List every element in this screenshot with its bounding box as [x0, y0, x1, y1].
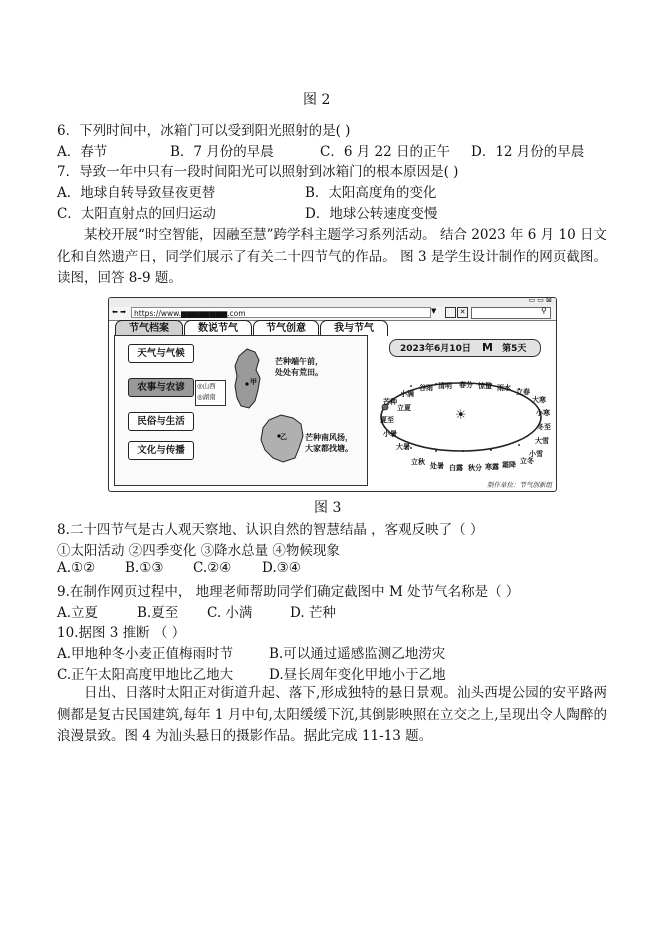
legend-shanxi: ◎山西 — [197, 382, 216, 390]
q8-option-c: C.②④ — [193, 560, 232, 576]
figure-3-webpage-screenshot — [108, 297, 557, 492]
q6-option-c: C．6 月 22 日的正午 — [320, 144, 450, 160]
question-6-stem: 6．下列时间中，冰箱门可以受到阳光照射的是( ) — [57, 123, 351, 139]
q10-option-d: D.昼长周年变化甲地小于乙地 — [269, 667, 446, 683]
nav-arrow-icons: ⬅ ➡ — [112, 308, 126, 316]
date-banner — [389, 339, 541, 357]
q7-option-d: D．地球公转速度变慢 — [305, 206, 438, 222]
refresh-icon — [445, 307, 456, 318]
term-qingming: 清明 — [438, 382, 452, 390]
q9-option-b: B.夏至 — [137, 605, 179, 621]
question-9-stem: 9.在制作网页过程中， 地理老师帮助同学们确定截图中 M 处节气名称是（ ） — [57, 584, 520, 600]
term-mangzhong: 芒种 — [383, 398, 397, 406]
m-label: M — [481, 341, 493, 354]
search-box — [471, 307, 551, 319]
term-shuangjiang: 霜降 — [502, 461, 516, 469]
term-dahan: 大寒 — [532, 396, 546, 404]
q6-option-b: B．7 月份的早晨 — [170, 144, 274, 160]
question-8-stem: 8.二十四节气是古人观天察地、认识自然的智慧结晶 ，客观反映了（ ） — [57, 522, 484, 538]
term-xiaoxue: 小雪 — [529, 450, 543, 458]
tab-me-and-solar-terms: 我与节气 — [320, 320, 388, 336]
question-7-stem: 7．导致一年中只有一段时间阳光可以照射到冰箱门的根本原因是( ) — [57, 164, 459, 180]
shanxi-map — [225, 346, 270, 411]
side-item-folk: 民俗与生活 — [128, 412, 194, 431]
term-dongzhi: 冬至 — [537, 423, 551, 431]
term-chushu: 处暑 — [430, 462, 444, 470]
term-daxue: 大雪 — [535, 437, 549, 445]
side-item-farming: 农事与农谚 — [128, 378, 194, 397]
address-bar — [109, 307, 556, 321]
term-xiaoman: 小满 — [400, 390, 414, 398]
q9-option-a: A.立夏 — [57, 605, 99, 621]
map-legend — [195, 380, 226, 406]
term-yushui: 雨水 — [497, 384, 511, 392]
term-qiufen: 秋分 — [468, 464, 482, 472]
url-field: https://www.▆▆▆▆▆▆▆▆.com — [131, 307, 431, 318]
figure-3-caption: 图 3 — [314, 500, 342, 516]
term-bailu: 白露 — [449, 464, 463, 472]
q6-option-d: D．12 月份的早晨 — [471, 144, 585, 160]
intro-paragraph-11-13: 日出、日落时太阳正对街道升起、落下,形成独特的悬日景观。汕头西堤公园的安平路两侧都是复古民国建筑,每年 1 月中旬,太阳缓缓下沉,其倒影映照在立交之上,呈现出令人陶醉的浪漫景致。图 4 为汕头悬日的摄影作品。据此完成 11-13 题。 — [57, 685, 607, 744]
q8-option-d: D.③④ — [262, 560, 301, 576]
quote-jia-line-1: 芒种端午前， — [275, 357, 323, 366]
tab-solar-term-archive: 节气档案 — [115, 320, 183, 336]
q8-option-b: B.①③ — [125, 560, 164, 576]
tab-solar-term-stats: 数说节气 — [184, 320, 252, 336]
quote-yi — [305, 432, 353, 454]
map-label-yi: 乙 — [280, 433, 287, 441]
side-item-weather: 天气与气候 — [128, 344, 194, 363]
term-hanlu: 寒露 — [485, 463, 499, 471]
term-lichun: 立春 — [516, 388, 530, 396]
dropdown-icon: ▼ — [431, 307, 437, 315]
term-liqiu: 立秋 — [411, 458, 425, 466]
sun-icon: ☀ — [455, 408, 467, 423]
q6-option-a: A．春节 — [57, 144, 108, 160]
tab-solar-term-ideas: 节气创意 — [253, 320, 319, 336]
q9-option-c: C. 小满 — [207, 605, 253, 621]
quote-yi-line-1: 芒种南风扬， — [305, 433, 353, 442]
map-label-jia: 甲 — [250, 378, 257, 386]
day-label: 第5天 — [502, 344, 527, 354]
q10-option-b: B.可以通过遥感监测乙地涝灾 — [269, 646, 446, 662]
question-8-statements: ①太阳活动 ②四季变化 ③降水总量 ④物候现象 — [57, 543, 340, 559]
window-control-icons: ▭ ▭ ⊠ — [528, 297, 552, 304]
q8-option-a: A.①② — [57, 560, 96, 576]
term-jingzhe: 惊蛰 — [478, 382, 492, 390]
q7-option-a: A．地球自转导致昼夜更替 — [57, 185, 216, 201]
orbit-panel — [371, 335, 551, 484]
term-xiaohan: 小寒 — [536, 409, 550, 417]
q9-option-d: D. 芒种 — [290, 605, 336, 621]
term-chunfen: 春分 — [459, 381, 473, 389]
q7-option-c: C．太阳直射点的回归运动 — [57, 206, 216, 222]
close-icon: ✕ — [457, 307, 468, 318]
search-icon: ⚲ — [541, 306, 547, 315]
quote-jia — [275, 356, 323, 378]
q10-option-c: C.正午太阳高度甲地比乙地大 — [57, 667, 234, 683]
quote-yi-line-2: 大家都找塘。 — [305, 444, 353, 453]
q10-option-a: A.甲地种冬小麦正值梅雨时节 — [57, 646, 234, 662]
term-xiaoshu: 小暑 — [383, 430, 397, 438]
q7-option-b: B．太阳高度角的变化 — [305, 185, 437, 201]
term-lidong: 立冬 — [520, 457, 534, 465]
term-lixia: 立夏 — [397, 404, 411, 412]
term-dashu: 大暑 — [396, 443, 410, 451]
side-item-culture: 文化与传播 — [128, 441, 194, 460]
legend-hunan: ◎湖南 — [197, 393, 216, 401]
quote-jia-line-2: 处处有荒田。 — [275, 368, 323, 377]
term-xiazhi: 夏至 — [380, 416, 394, 424]
figure-2-caption: 图 2 — [303, 92, 331, 108]
question-10-stem: 10.据图 3 推断 （ ） — [57, 625, 186, 641]
date-text: 2023年6月10日 — [400, 344, 471, 354]
intro-paragraph-8-9: 某校开展“时空智能，因融至慧”跨学科主题学习系列活动。 结合 2023 年 6 月 10 日文化和自然遗产日，同学们展示了有关二十四节气的作品。 图 3 是学生设计制作的网页截图。读图，回答 8-9 题。 — [57, 227, 607, 286]
figure-footer: 制作单位：节气创新组 — [487, 481, 552, 489]
term-guyu: 谷雨 — [419, 384, 433, 392]
archive-panel — [114, 335, 368, 486]
